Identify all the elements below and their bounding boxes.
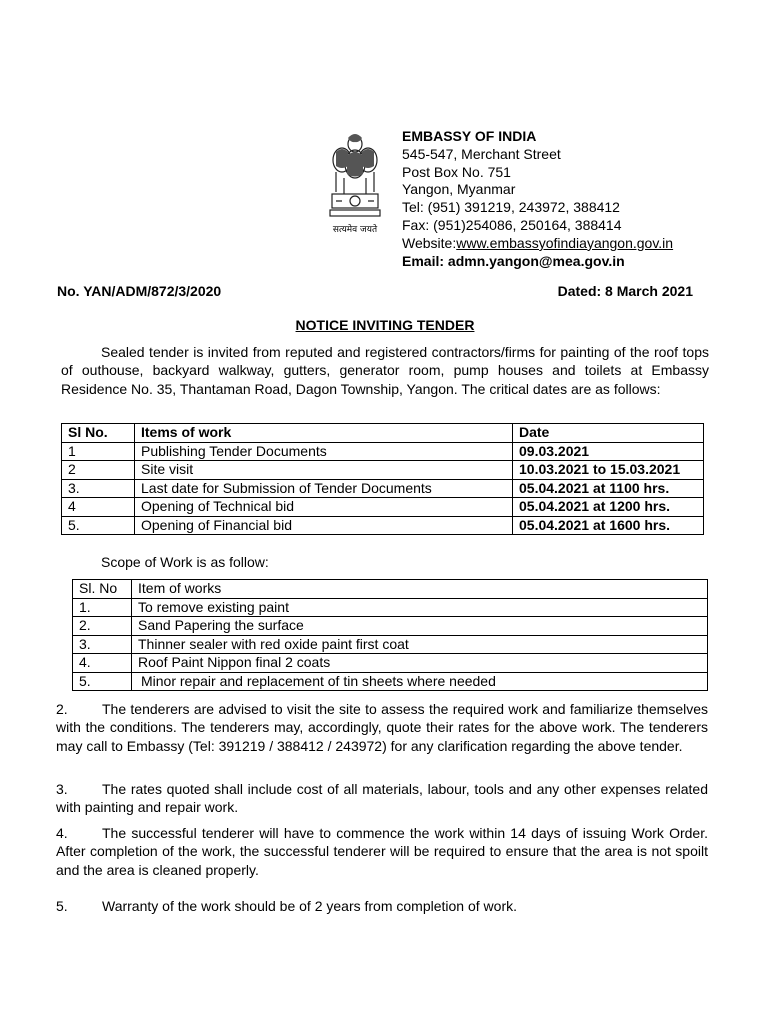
- table-row: [62, 461, 704, 480]
- table-cell: 1: [62, 442, 135, 461]
- table-cell: 05.04.2021 at 1100 hrs.: [513, 479, 704, 498]
- table-row: [73, 598, 708, 617]
- reference-line: [57, 283, 693, 299]
- table-cell: 3.: [73, 635, 132, 654]
- table-row: [62, 479, 704, 498]
- letterhead: [402, 128, 673, 270]
- embassy-name: EMBASSY OF INDIA: [402, 128, 537, 144]
- table-cell: Thinner sealer with red oxide paint first coat: [132, 635, 708, 654]
- paragraph-text: The successful tenderer will have to commence the work within 14 days of issuing Work Order. After completion of the work, the successful tenderer will be required to ensure that the area is not spoilt and the area is cleaned properly.: [56, 825, 708, 878]
- fax: Fax: (951)254086, 250164, 388414: [402, 216, 622, 233]
- table-row: [73, 654, 708, 673]
- paragraph-number: 3.: [56, 781, 68, 797]
- table-cell: 09.03.2021: [513, 442, 704, 461]
- paragraph-number: 2.: [56, 701, 68, 717]
- paragraph-2: [56, 700, 708, 755]
- table-cell: 05.04.2021 at 1600 hrs.: [513, 516, 704, 535]
- email: Email: admn.yangon@mea.gov.in: [402, 252, 625, 269]
- table-cell: 5.: [62, 516, 135, 535]
- table-row: [62, 516, 704, 535]
- table-cell: 2.: [73, 617, 132, 636]
- reference-number: No. YAN/ADM/872/3/2020: [57, 283, 222, 299]
- website: [402, 235, 673, 253]
- table-cell: 10.03.2021 to 15.03.2021: [513, 461, 704, 480]
- address-line: Yangon, Myanmar: [402, 181, 516, 198]
- website-link[interactable]: www.embassyofindiayangon.gov.in: [456, 234, 674, 251]
- website-label: Website:: [402, 234, 457, 251]
- paragraph-number: 4.: [56, 825, 68, 841]
- table-cell: Minor repair and replacement of tin sheets where needed: [132, 672, 708, 691]
- header-cell: Item of works: [132, 580, 708, 599]
- header-cell: Items of work: [135, 424, 513, 443]
- paragraph-text: The rates quoted shall include cost of all materials, labour, tools and any other expenses related with painting and repair work.: [56, 781, 708, 816]
- table-row: [73, 635, 708, 654]
- paragraph-text: The tenderers are advised to visit the site to assess the required work and familiarize themselves with the conditions. The tenderers may, accordingly, quote their rates for the above work. The tenderers may call to Embassy (Tel: 391219 / 388412 / 243972) for any clarification regarding the above tender.: [56, 701, 708, 754]
- header-cell: Sl. No: [73, 580, 132, 599]
- scope-of-work-table: [72, 579, 708, 691]
- header-cell: Date: [513, 424, 704, 443]
- table-cell: 1.: [73, 598, 132, 617]
- address-line: 545-547, Merchant Street: [402, 145, 561, 162]
- table-cell: Publishing Tender Documents: [135, 442, 513, 461]
- table-cell: Opening of Financial bid: [135, 516, 513, 535]
- paragraph-5: [56, 897, 708, 915]
- table-cell: 05.04.2021 at 1200 hrs.: [513, 498, 704, 517]
- table-header-row: [73, 580, 708, 599]
- table-cell: 3.: [62, 479, 135, 498]
- telephone: Tel: (951) 391219, 243972, 388412: [402, 199, 620, 216]
- table-cell: Last date for Submission of Tender Documents: [135, 479, 513, 498]
- national-emblem-icon: [322, 125, 388, 235]
- table-cell: 5.: [73, 672, 132, 691]
- table-cell: To remove existing paint: [132, 598, 708, 617]
- table-row: [62, 498, 704, 517]
- address-line: Post Box No. 751: [402, 163, 511, 180]
- table-cell: 4.: [73, 654, 132, 673]
- reference-date: Dated: 8 March 2021: [557, 283, 693, 299]
- table-header-row: [62, 424, 704, 443]
- table-row: [62, 442, 704, 461]
- table-cell: Opening of Technical bid: [135, 498, 513, 517]
- critical-dates-table: [61, 423, 704, 535]
- table-cell: Site visit: [135, 461, 513, 480]
- page-title: NOTICE INVITING TENDER: [295, 317, 475, 333]
- table-row: [73, 617, 708, 636]
- scope-intro: Scope of Work is as follow:: [101, 554, 269, 570]
- paragraph-3: [56, 780, 708, 817]
- table-row: [73, 672, 708, 691]
- table-cell: Roof Paint Nippon final 2 coats: [132, 654, 708, 673]
- emblem-motto: सत्यमेव जयते: [332, 225, 378, 235]
- paragraph-4: [56, 824, 708, 879]
- intro-paragraph: Sealed tender is invited from reputed and registered contractors/firms for painting of the roof tops of outhouse, backyard walkway, gutters, generator room, pump houses and toilets at Embassy Residence No. 35, Thantaman Road, Dagon Township, Yangon. The critical dates are as follows:: [61, 344, 709, 397]
- table-cell: 2: [62, 461, 135, 480]
- header-cell: Sl No.: [62, 424, 135, 443]
- paragraph-text: Warranty of the work should be of 2 years from completion of work.: [102, 898, 517, 914]
- paragraph-number: 5.: [56, 898, 68, 914]
- table-cell: Sand Papering the surface: [132, 617, 708, 636]
- table-cell: 4: [62, 498, 135, 517]
